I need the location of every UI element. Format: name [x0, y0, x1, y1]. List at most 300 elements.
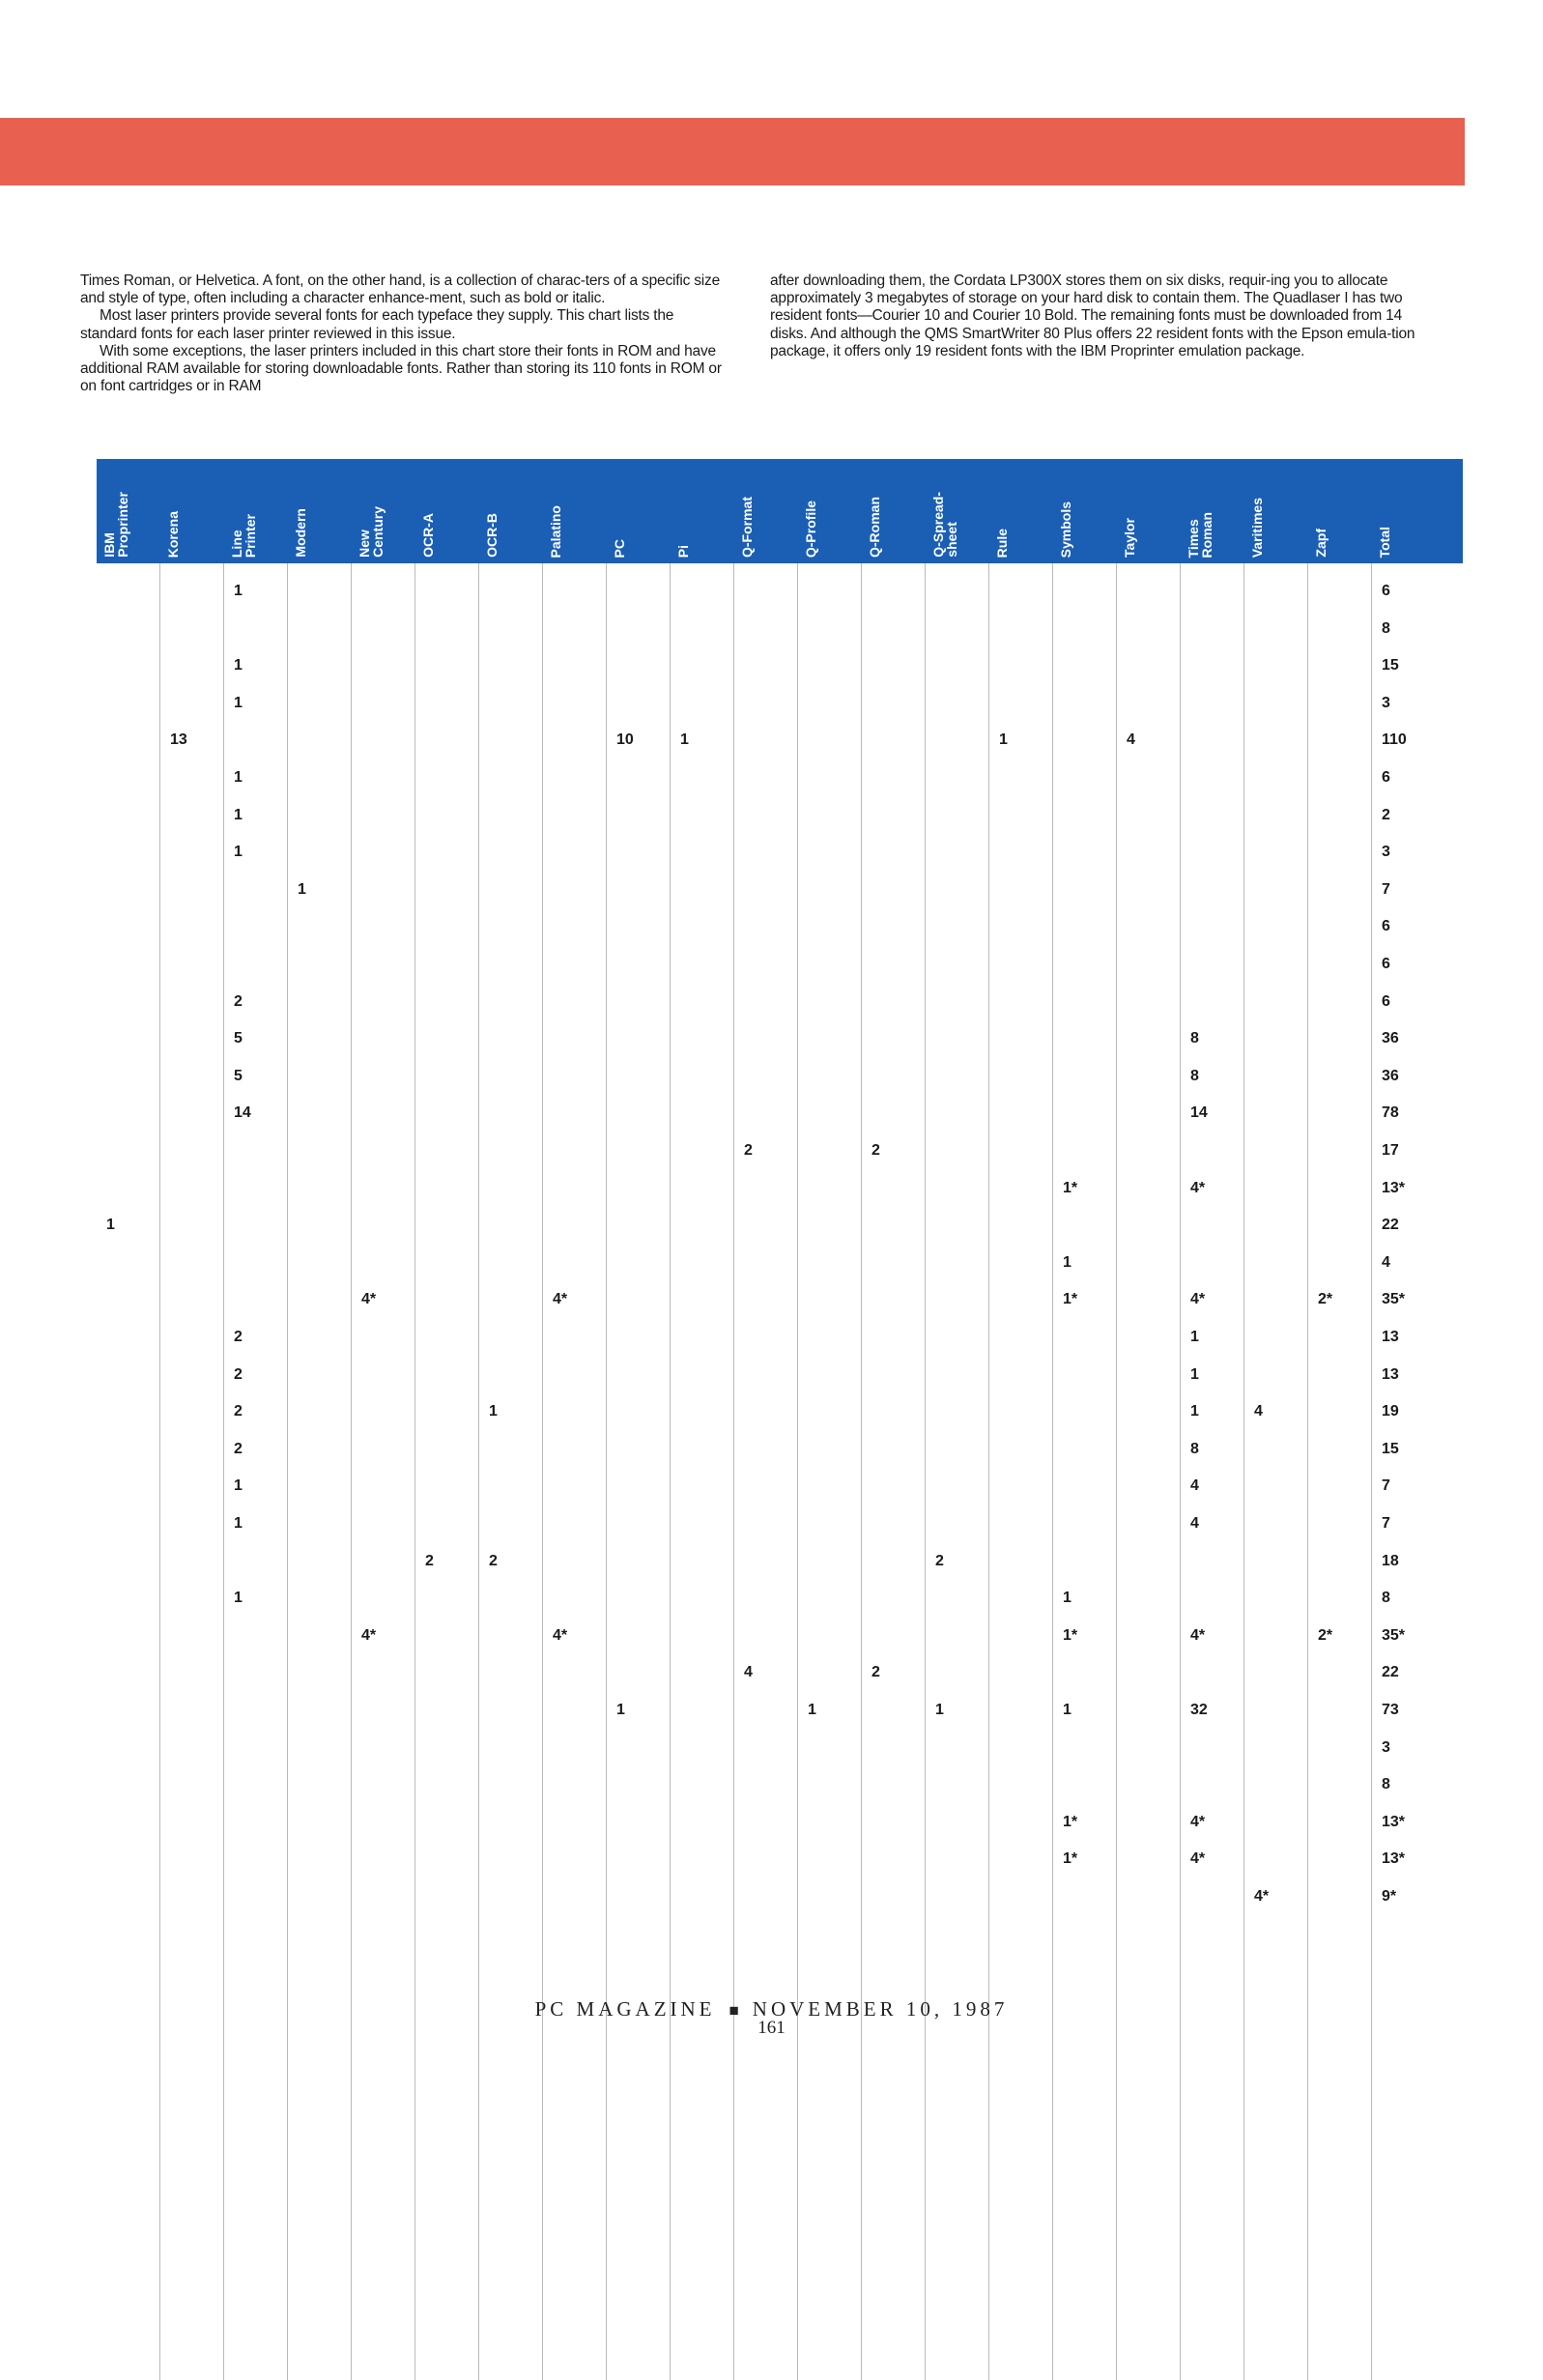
table-cell — [989, 984, 1053, 1020]
table-cell — [160, 908, 224, 945]
table-cell — [352, 872, 415, 908]
table-cell — [352, 1654, 415, 1691]
table-cell — [671, 1878, 734, 1915]
table-cell — [97, 1393, 160, 1430]
table-cell: 1 — [234, 1590, 243, 1607]
table-cell — [1308, 1692, 1372, 1729]
table-cell — [415, 1766, 479, 1803]
table-cell — [415, 1505, 479, 1542]
table-cell — [734, 1245, 798, 1281]
table-cell: 2 — [872, 1142, 880, 1159]
table-cell — [1244, 1020, 1308, 1057]
table-row — [97, 1095, 1463, 1132]
table-cell — [862, 1058, 926, 1095]
total-cell: 8 — [1382, 1590, 1390, 1607]
table-cell — [1117, 908, 1181, 945]
table-cell — [926, 1730, 989, 1766]
table-cell — [1244, 1841, 1308, 1878]
column-header — [543, 459, 607, 563]
table-cell: 1* — [1063, 1850, 1078, 1868]
table-cell — [1308, 1505, 1372, 1542]
table-cell — [734, 1058, 798, 1095]
table-cell: 1 — [808, 1702, 816, 1718]
table-cell — [607, 1505, 671, 1542]
table-cell — [1117, 1692, 1181, 1729]
table-cell — [1181, 1766, 1244, 1803]
table-cell — [479, 573, 543, 610]
table-cell — [926, 1878, 989, 1915]
table-cell — [607, 1468, 671, 1505]
table-cell — [1053, 834, 1117, 871]
table-cell — [160, 1431, 224, 1468]
table-cell — [671, 1245, 734, 1281]
table-cell — [1117, 1618, 1181, 1654]
table-cell — [415, 1468, 479, 1505]
table-cell — [97, 908, 160, 945]
table-cell — [1117, 984, 1181, 1020]
table-cell — [97, 1357, 160, 1393]
table-cell — [671, 573, 734, 610]
table-cell — [352, 797, 415, 834]
table-cell — [926, 1804, 989, 1841]
table-row — [97, 685, 1463, 722]
table-row — [97, 1281, 1463, 1318]
table-cell — [479, 1058, 543, 1095]
table-cell — [989, 1319, 1053, 1356]
table-cell — [543, 1207, 607, 1244]
table-row — [97, 1431, 1463, 1468]
intro-left-paragraph-1: Times Roman, or Helvetica. A font, on the other hand, is a collection of charac-ters of a specific size and style of type, often including a character enhance-ment, such as bold or italic. — [80, 272, 721, 307]
table-cell — [607, 573, 671, 610]
table-cell — [352, 1543, 415, 1580]
table-cell — [97, 1170, 160, 1207]
table-cell — [1244, 1357, 1308, 1393]
table-cell — [607, 797, 671, 834]
table-cell — [543, 1730, 607, 1766]
table-cell — [862, 760, 926, 796]
table-cell — [415, 1170, 479, 1207]
table-cell — [926, 1505, 989, 1542]
table-cell — [97, 872, 160, 908]
column-header — [1308, 459, 1372, 563]
table-cell — [1053, 647, 1117, 684]
table-cell — [798, 1841, 862, 1878]
table-cell: 2 — [234, 1440, 243, 1457]
table-cell — [543, 1878, 607, 1915]
table-cell — [288, 1207, 352, 1244]
table-cell — [1181, 1730, 1244, 1766]
table-cell — [160, 1692, 224, 1729]
table-cell — [734, 1468, 798, 1505]
column-header-label: Rule — [994, 528, 1010, 558]
table-row — [97, 834, 1463, 871]
table-cell — [862, 1207, 926, 1244]
table-cell — [671, 1505, 734, 1542]
table-cell — [1308, 1170, 1372, 1207]
table-cell — [1308, 685, 1372, 722]
table-cell — [543, 1505, 607, 1542]
table-cell — [798, 797, 862, 834]
table-cell — [543, 647, 607, 684]
table-row — [97, 908, 1463, 945]
table-cell — [160, 1841, 224, 1878]
table-cell — [671, 1133, 734, 1169]
table-cell — [1053, 946, 1117, 983]
table-cell — [1308, 1431, 1372, 1468]
table-cell — [607, 685, 671, 722]
table-cell — [1244, 1692, 1308, 1729]
table-cell — [543, 1766, 607, 1803]
table-cell — [734, 1281, 798, 1318]
table-cell — [862, 1878, 926, 1915]
table-cell — [543, 984, 607, 1020]
table-cell — [989, 1393, 1053, 1430]
column-header-label: PC — [612, 538, 627, 558]
table-cell — [1244, 1245, 1308, 1281]
column-header — [1244, 459, 1308, 563]
total-cell: 22 — [1382, 1664, 1399, 1681]
table-cell: 2* — [1318, 1291, 1333, 1308]
intro-column-right — [770, 272, 1425, 360]
table-cell — [415, 1020, 479, 1057]
table-cell — [798, 1654, 862, 1691]
table-cell — [671, 1543, 734, 1580]
table-cell — [1244, 1618, 1308, 1654]
table-cell — [160, 1543, 224, 1580]
table-cell — [1308, 797, 1372, 834]
table-cell — [798, 1095, 862, 1132]
table-cell — [989, 1431, 1053, 1468]
table-cell: 1 — [234, 1515, 243, 1532]
table-cell — [1244, 1543, 1308, 1580]
table-cell: 2 — [489, 1552, 498, 1569]
total-cell: 35* — [1382, 1291, 1406, 1308]
table-cell — [1117, 1170, 1181, 1207]
table-cell — [160, 1133, 224, 1169]
table-cell — [1181, 872, 1244, 908]
table-cell — [160, 1618, 224, 1654]
table-cell — [543, 1319, 607, 1356]
table-cell — [479, 1431, 543, 1468]
table-row — [97, 1543, 1463, 1580]
table-cell — [798, 1133, 862, 1169]
table-cell — [989, 760, 1053, 796]
table-cell — [160, 611, 224, 647]
table-cell — [798, 611, 862, 647]
table-cell — [224, 1133, 288, 1169]
table-row — [97, 797, 1463, 834]
table-cell — [160, 1393, 224, 1430]
total-cell: 6 — [1382, 918, 1390, 935]
table-cell — [734, 760, 798, 796]
column-header — [160, 459, 224, 563]
table-cell — [1244, 722, 1308, 759]
table-cell — [1053, 611, 1117, 647]
table-row — [97, 1841, 1463, 1878]
table-cell — [288, 647, 352, 684]
table-cell — [1181, 984, 1244, 1020]
column-header — [798, 459, 862, 563]
table-cell — [160, 647, 224, 684]
table-cell — [352, 1468, 415, 1505]
table-cell — [607, 1841, 671, 1878]
table-cell — [671, 1841, 734, 1878]
total-cell: 6 — [1382, 956, 1390, 972]
table-cell — [1308, 1245, 1372, 1281]
table-cell — [479, 946, 543, 983]
table-cell — [97, 1431, 160, 1468]
table-cell — [607, 1393, 671, 1430]
table-cell — [798, 1804, 862, 1841]
table-cell — [798, 685, 862, 722]
column-header-label: Times Roman — [1186, 511, 1214, 558]
table-cell: 2 — [234, 1329, 243, 1345]
table-cell — [288, 797, 352, 834]
table-cell — [1053, 1543, 1117, 1580]
column-header — [224, 459, 288, 563]
table-cell — [671, 1431, 734, 1468]
table-cell — [160, 1468, 224, 1505]
table-cell — [479, 1133, 543, 1169]
table-cell — [1308, 1730, 1372, 1766]
column-header-label: Taylor — [1122, 518, 1137, 558]
table-cell — [1308, 1468, 1372, 1505]
column-header — [734, 459, 798, 563]
table-cell — [671, 1319, 734, 1356]
table-cell — [862, 1020, 926, 1057]
table-cell — [1308, 834, 1372, 871]
table-cell — [352, 1207, 415, 1244]
table-cell — [543, 685, 607, 722]
table-cell — [1053, 1095, 1117, 1132]
table-cell — [97, 760, 160, 796]
table-cell — [989, 1468, 1053, 1505]
table-cell — [734, 908, 798, 945]
table-cell — [862, 797, 926, 834]
table-cell — [989, 1766, 1053, 1803]
table-cell — [352, 1133, 415, 1169]
table-cell — [989, 1245, 1053, 1281]
table-cell — [862, 647, 926, 684]
table-cell: 5 — [234, 1030, 243, 1047]
table-cell — [479, 1804, 543, 1841]
column-header-label: Total — [1377, 526, 1392, 558]
table-cell — [1244, 984, 1308, 1020]
table-cell — [288, 1804, 352, 1841]
table-cell — [352, 722, 415, 759]
table-cell — [798, 1730, 862, 1766]
table-cell — [224, 611, 288, 647]
table-cell — [989, 1804, 1053, 1841]
table-cell — [926, 611, 989, 647]
table-cell — [288, 1319, 352, 1356]
table-cell — [160, 1020, 224, 1057]
table-cell — [97, 1319, 160, 1356]
table-cell — [1053, 1505, 1117, 1542]
table-cell — [1117, 946, 1181, 983]
table-cell — [543, 1245, 607, 1281]
total-cell: 18 — [1382, 1552, 1399, 1569]
table-cell — [1308, 1058, 1372, 1095]
table-cell: 4* — [1190, 1291, 1206, 1308]
table-cell: 4 — [744, 1664, 753, 1681]
column-header-label: Palatino — [548, 504, 563, 558]
table-cell — [1053, 685, 1117, 722]
table-cell — [543, 1020, 607, 1057]
table-cell — [288, 573, 352, 610]
table-cell — [97, 1841, 160, 1878]
table-cell — [1244, 1580, 1308, 1617]
table-cell — [224, 1654, 288, 1691]
table-cell — [1117, 760, 1181, 796]
table-cell — [479, 760, 543, 796]
table-cell — [1053, 1431, 1117, 1468]
magazine-name: PC MAGAZINE — [534, 1997, 716, 2021]
table-cell — [415, 1095, 479, 1132]
table-cell — [926, 1133, 989, 1169]
table-cell — [862, 1730, 926, 1766]
table-cell — [862, 685, 926, 722]
table-cell — [671, 1020, 734, 1057]
total-cell: 2 — [1382, 806, 1390, 823]
table-cell — [288, 1170, 352, 1207]
table-cell — [798, 1618, 862, 1654]
table-cell — [1053, 984, 1117, 1020]
table-cell — [97, 797, 160, 834]
table-cell — [671, 1692, 734, 1729]
table-row — [97, 1618, 1463, 1654]
table-cell — [415, 1654, 479, 1691]
table-cell — [671, 1468, 734, 1505]
table-cell — [798, 834, 862, 871]
table-cell — [1308, 1654, 1372, 1691]
table-cell — [479, 984, 543, 1020]
table-cell — [415, 1580, 479, 1617]
column-header — [1053, 459, 1117, 563]
table-cell — [1117, 1245, 1181, 1281]
table-cell — [926, 1020, 989, 1057]
table-cell — [926, 1618, 989, 1654]
table-cell — [415, 1393, 479, 1430]
table-cell — [415, 797, 479, 834]
table-cell — [415, 1058, 479, 1095]
table-cell — [288, 611, 352, 647]
table-cell — [926, 685, 989, 722]
page-number: 161 — [757, 2018, 786, 2038]
table-cell — [798, 908, 862, 945]
table-cell — [989, 797, 1053, 834]
table-cell — [97, 984, 160, 1020]
table-cell — [607, 1804, 671, 1841]
column-header-label: Q-Spread- sheet — [930, 492, 959, 558]
table-cell — [671, 1618, 734, 1654]
table-cell — [607, 984, 671, 1020]
table-cell — [862, 1095, 926, 1132]
table-cell — [479, 1878, 543, 1915]
table-cell — [543, 1393, 607, 1430]
table-cell — [288, 834, 352, 871]
column-header — [97, 459, 160, 563]
table-cell — [479, 1468, 543, 1505]
table-cell — [352, 1319, 415, 1356]
table-cell: 2 — [234, 1365, 243, 1383]
table-cell — [479, 1654, 543, 1691]
table-cell — [607, 1580, 671, 1617]
table-cell — [415, 1804, 479, 1841]
table-cell — [1308, 946, 1372, 983]
table-cell — [1308, 647, 1372, 684]
table-cell — [288, 1468, 352, 1505]
table-cell: 1 — [234, 806, 243, 823]
table-cell — [862, 1804, 926, 1841]
table-cell — [1308, 1766, 1372, 1803]
intro-right-paragraph-1: after downloading them, the Cordata LP300X stores them on six disks, requir-ing you to allocate approximately 3 megabytes of storage on your hard disk to contain them. The Quadlaser I has two resident fonts—Courier 10 and Courier 10 Bold. The remaining fonts must be downloaded from 14 disks. And although the QMS SmartWriter 80 Plus offers 22 resident fonts with the Epson emula-tion package, it offers only 19 resident fonts with the IBM Proprinter emulation package. — [770, 272, 1415, 359]
table-cell — [415, 1841, 479, 1878]
table-cell — [1308, 1841, 1372, 1878]
table-row — [97, 1730, 1463, 1766]
table-cell — [224, 1281, 288, 1318]
table-cell — [989, 1580, 1053, 1617]
total-cell: 19 — [1382, 1403, 1399, 1420]
table-cell — [989, 872, 1053, 908]
table-cell — [798, 1058, 862, 1095]
table-cell — [97, 1543, 160, 1580]
table-cell — [862, 722, 926, 759]
table-cell — [479, 872, 543, 908]
table-cell — [352, 1730, 415, 1766]
table-cell — [415, 1245, 479, 1281]
table-cell — [1053, 760, 1117, 796]
table-cell — [989, 685, 1053, 722]
table-cell — [607, 1058, 671, 1095]
table-cell — [543, 1170, 607, 1207]
table-cell — [288, 946, 352, 983]
table-cell — [1308, 1393, 1372, 1430]
table-cell — [160, 1245, 224, 1281]
table-cell — [352, 1580, 415, 1617]
table-cell: 1* — [1063, 1813, 1078, 1830]
table-cell — [989, 1133, 1053, 1169]
table-cell — [224, 1618, 288, 1654]
table-cell — [160, 872, 224, 908]
table-cell — [1117, 1133, 1181, 1169]
table-cell — [1244, 1058, 1308, 1095]
table-cell — [1117, 573, 1181, 610]
table-cell — [160, 1058, 224, 1095]
table-cell — [1244, 1095, 1308, 1132]
column-header-label: Pi — [675, 544, 691, 558]
table-cell — [1117, 1393, 1181, 1430]
table-cell — [671, 685, 734, 722]
table-cell — [543, 1468, 607, 1505]
table-cell — [352, 1841, 415, 1878]
table-cell — [862, 1841, 926, 1878]
table-cell — [1244, 1207, 1308, 1244]
table-cell — [926, 1654, 989, 1691]
table-cell — [734, 1207, 798, 1244]
table-cell — [671, 1095, 734, 1132]
column-header — [989, 459, 1053, 563]
table-cell — [1308, 1133, 1372, 1169]
table-cell — [288, 722, 352, 759]
table-cell — [862, 872, 926, 908]
table-cell — [607, 1618, 671, 1654]
table-cell — [1244, 908, 1308, 945]
table-cell — [288, 1841, 352, 1878]
table-cell — [97, 1468, 160, 1505]
table-cell — [989, 1841, 1053, 1878]
table-cell — [1181, 1207, 1244, 1244]
